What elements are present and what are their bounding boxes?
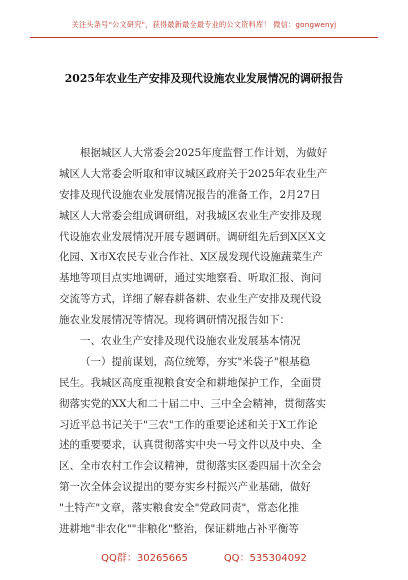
header-banner: 关注头条号"公文研究"，获得最新最全最专业的公文资料库！ 微信：gongwenyj: [71, 20, 337, 29]
body-line: 根据城区人大常委会2025年度监督工作计划，为做好: [80, 147, 328, 159]
body-line: 城区人大常委会听取和审议城区政府关于2025年农业生产: [59, 167, 328, 180]
paragraph-section-1: [59, 352, 353, 540]
body-line: 化园、X市X农民专业合作社、X区晟发现代设施蔬菜生产: [59, 251, 323, 264]
body-line: 第一次全体会议提出的要夯实乡村振兴产业基础，做好: [59, 481, 311, 494]
footer-qq-group: QQ群：30265665: [101, 553, 188, 564]
body-line: 区、全市农村工作会议精神，贯彻落实区委四届十次全会: [59, 460, 322, 473]
body-line: 施农业发展情况等情况。现将调研情况报告如下：: [59, 314, 290, 327]
section-heading: [59, 331, 353, 352]
footer-contact: [0, 549, 408, 564]
body-line: 述的重要要求，认真贯彻落实中央一号文件以及中央、全: [59, 439, 322, 452]
body-line: 习近平总书记关于"三农"工作的重要论述和关于X工作论: [59, 418, 318, 431]
footer-qq: QQ：535304092: [223, 553, 307, 564]
paragraph-intro: [59, 143, 353, 331]
body-line: 民生。我城区高度重视粮食安全和耕地保护工作，全面贯: [59, 376, 322, 389]
body-line: 安排及现代设施农业发展情况报告的准备工作，2月27日: [59, 188, 321, 201]
body-line: 彻落实党的XX大和二十届二中、三中全会精神，贯彻落实: [59, 397, 326, 410]
document-body: [59, 143, 353, 540]
body-line: "土特产"文章，落实粮食安全"党政同责"，常态化推: [59, 502, 299, 515]
header-divider: [30, 37, 378, 38]
section-heading-line: 一、农业生产安排及现代设施农业发展基本情况: [80, 335, 301, 348]
body-line: 城区人大常委会组成调研组，对我城区农业生产安排及现: [59, 209, 322, 222]
body-line: 基地等项目点实地调研，通过实地察看、听取汇报、询问: [59, 272, 322, 285]
body-line: 交流等方式，详细了解春耕备耕、农业生产安排及现代设: [59, 293, 322, 306]
body-line: （一）提前谋划，高位统筹，夯实"米袋子"根基稳: [80, 355, 311, 368]
body-line: 进耕地"非农化""非粮化"整治，保证耕地占补平衡等: [59, 523, 299, 536]
body-line: 代设施农业发展情况开展专题调研。调研组先后到X区X文: [59, 230, 326, 243]
document-title: 2025年农业生产安排及现代设施农业发展情况的调研报告: [64, 72, 344, 85]
